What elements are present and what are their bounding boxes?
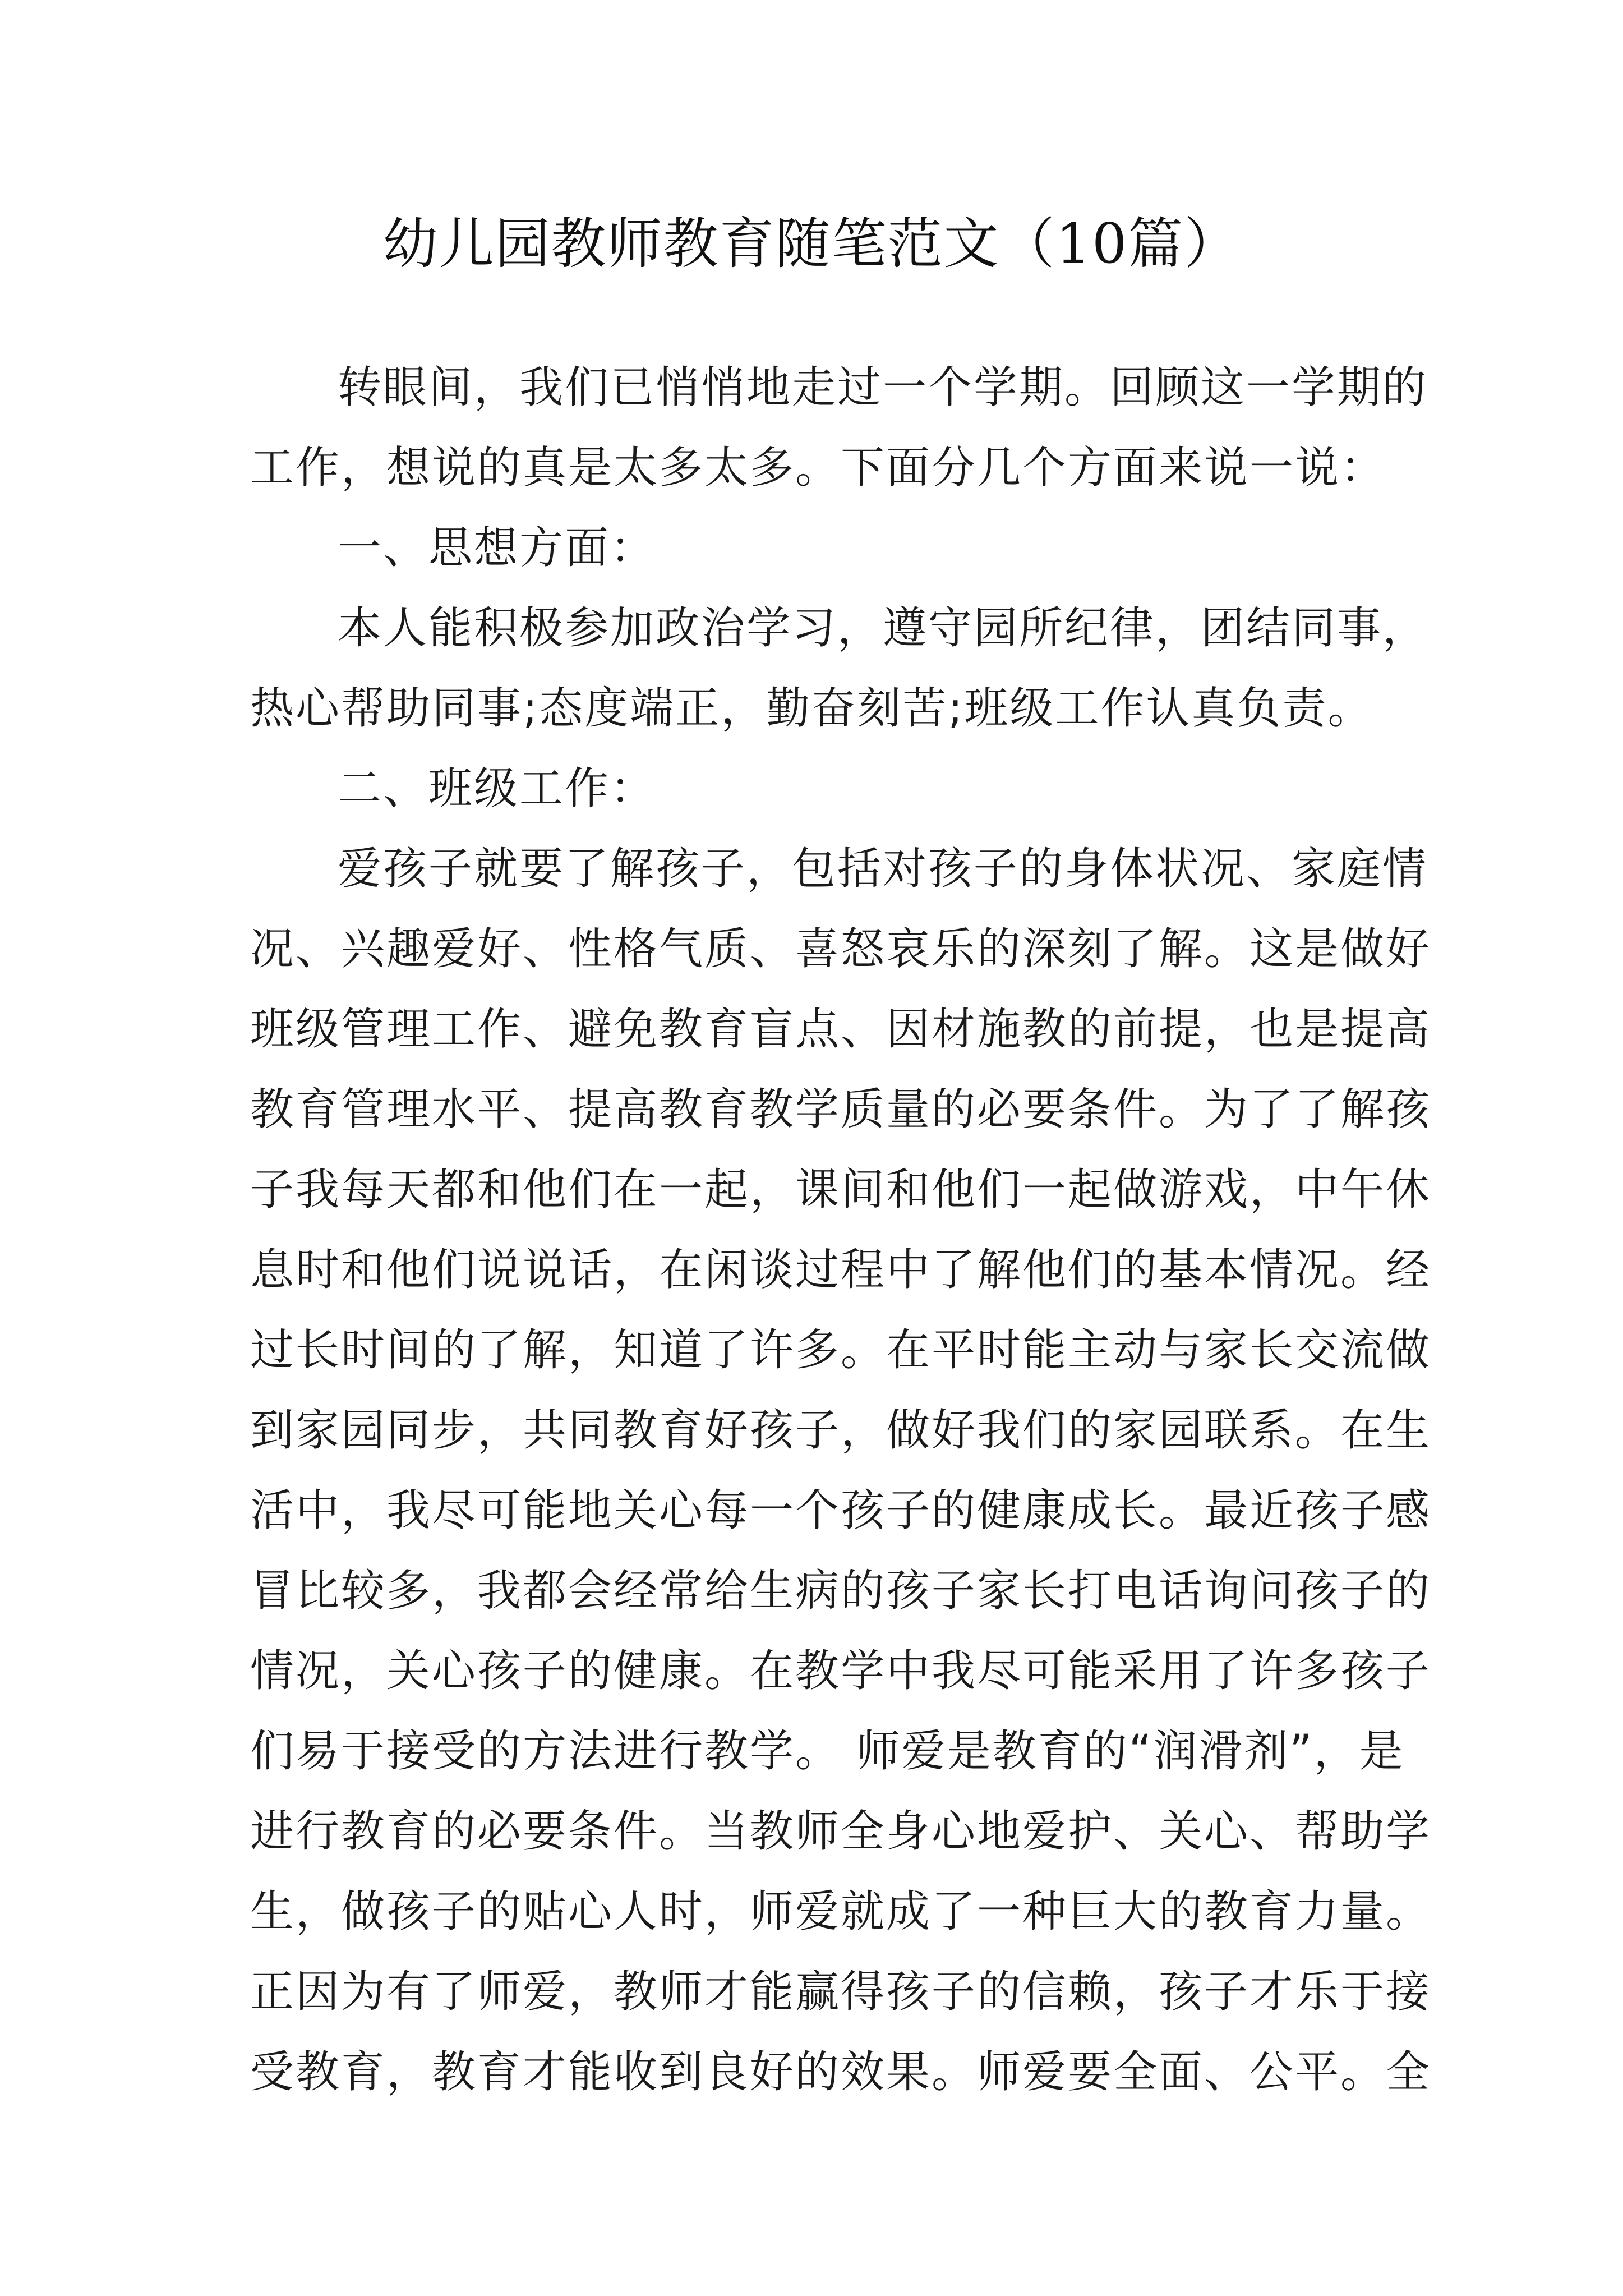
text-line: 受教育，教育才能收到良好的效果。师爱要全面、公平。全 — [250, 2047, 1432, 2097]
text-line: 转眼间，我们已悄悄地走过一个学期。回顾这一学期的 — [338, 362, 1428, 413]
text-line: 息时和他们说说话，在闲谈过程中了解他们的基本情况。经 — [250, 1245, 1432, 1295]
text-line: 况、兴趣爱好、性格气质、喜怒哀乐的深刻了解。这是做好 — [250, 924, 1432, 974]
text-line: 二、班级工作： — [338, 763, 656, 814]
text-line: 工作，想说的真是太多太多。下面分几个方面来说一说： — [250, 443, 1386, 493]
text-line: 情况，关心孩子的健康。在教学中我尽可能采用了许多孩子 — [250, 1646, 1432, 1696]
text-line: 本人能积极参加政治学习，遵守园所纪律，团结同事， — [338, 603, 1428, 654]
text-line: 过长时间的了解，知道了许多。在平时能主动与家长交流做 — [250, 1325, 1432, 1375]
text-line: 一、思想方面： — [338, 523, 656, 573]
text-line: 活中，我尽可能地关心每一个孩子的健康成长。最近孩子感 — [250, 1485, 1432, 1536]
text-line: 进行教育的必要条件。当教师全身心地爱护、关心、帮助学 — [250, 1806, 1432, 1857]
text-line: 生，做孩子的贴心人时，师爱就成了一种巨大的教育力量。 — [250, 1887, 1432, 1937]
text-line: 爱孩子就要了解孩子，包括对孩子的身体状况、家庭情 — [338, 844, 1428, 894]
text-line: 子我每天都和他们在一起，课间和他们一起做游戏，中午休 — [250, 1165, 1432, 1215]
text-line: 教育管理水平、提高教育教学质量的必要条件。为了了解孩 — [250, 1084, 1432, 1135]
text-line: 热心帮助同事;态度端正，勤奋刻苦;班级工作认真负责。 — [250, 683, 1373, 734]
text-line: 冒比较多，我都会经常给生病的孩子家长打电话询问孩子的 — [250, 1566, 1432, 1616]
text-line: 们易于接受的方法进行教学。 师爱是教育的“润滑剂”，是 — [250, 1726, 1405, 1777]
text-line: 正因为有了师爱，教师才能赢得孩子的信赖，孩子才乐于接 — [250, 1967, 1432, 2017]
document-body — [250, 348, 1432, 2113]
text-line: 到家园同步，共同教育好孩子，做好我们的家园联系。在生 — [250, 1405, 1432, 1456]
text-line: 班级管理工作、避免教育盲点、因材施教的前提，也是提高 — [250, 1004, 1432, 1055]
document-title: 幼儿园教师教育随笔范文（10篇） — [382, 212, 1241, 276]
